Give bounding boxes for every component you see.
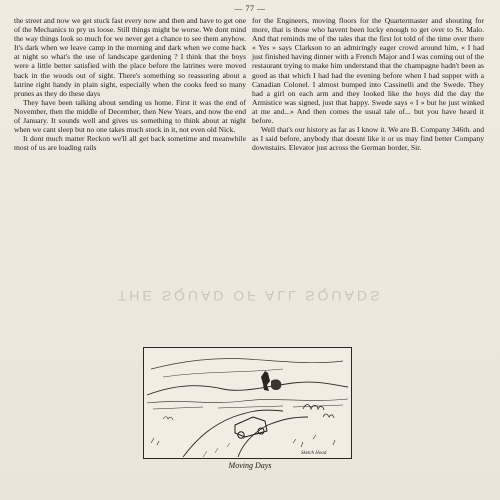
left-paragraph-3: It dont much matter Reckon we'll all get back sometime and meanwhile most of us are loading rails: [14, 134, 246, 153]
page-number: — 77 —: [234, 4, 266, 13]
left-text-column: [14, 16, 246, 152]
right-paragraph-1: for the Engineers, moving floors for the Quartermaster and shouting for more, that is those who havent been lucky enough to get over to St. Malo. And that reminds me of the tales that the first lot told of the time over there « Yes » says Clarkson to an admiringly eager crowd around him, « I had just finished having dinner with a French Major and I was coming out of the restaurant trying to make him understand that the champagne hadn't been as good as that which I had had the evening before when I had supper with a Canadian Colonel. I almost bumped into Cassinelli and the Swede. They had a girl on each arm and they looked like the boys did the day the Armistice was signed, just that happy. Swede says « I » but he just winked at me and...» And then comes the usual tale of... but you have heard it before.: [252, 16, 484, 126]
left-paragraph-2: They have been talking about sending us home. First it was the end of November, then the middle of December, then New Years, and now the end of January. It sounds well and gives us something to think about at night when we cant sleep but no one takes much stock in it, not even old Nick.: [14, 97, 246, 135]
left-paragraph-1: the street and now we get stuck fast every now and then and have to get one of the Mechanics to pry us loose. Still things might be worse. We dont mind the way things look so much for we never get a chance to see them anyhow. It's dark when we leave camp in the morning and dark when we come back at night so what's the use of landscape gardening ? I think that the boys were a little better satisfied with the place before the latrines were moved back in the woods out of sight. There's something so reassuring about a latrine right handy in plain sight, especially when the cooks feed so many prunes as they do these days: [14, 16, 246, 98]
moving-days-illustration: [143, 347, 352, 459]
right-text-column: [252, 16, 484, 152]
illustration-caption: Moving Days: [228, 461, 272, 470]
sketch-drawing: [143, 347, 352, 459]
sketch-signature: Sketch Hood: [301, 451, 327, 456]
show-through-heading: THE SQUAD OF ALL SQUADS: [117, 288, 383, 304]
right-paragraph-2: Well that's our history as far as I know it. We are B. Company 346th. and as I said before, anybody that doesnt like it or us may find better Company downstairs. Elevator just across the German border, Sir.: [252, 125, 484, 153]
figure-shape: [271, 379, 281, 390]
